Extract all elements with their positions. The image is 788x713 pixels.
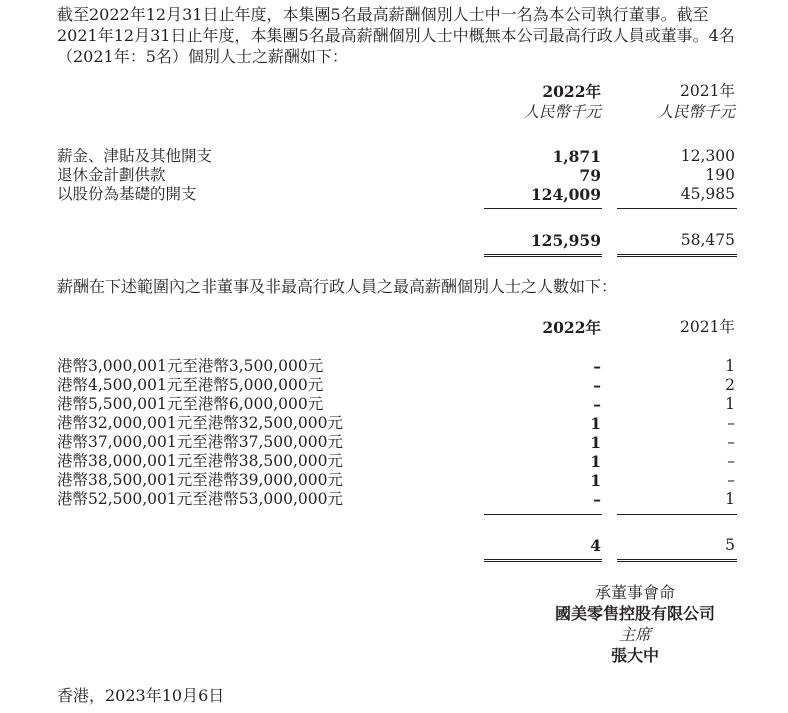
t1-row-value-2021: 190: [705, 166, 735, 184]
t2-row-value-2022: 1: [590, 414, 601, 433]
t2-row-label: 港幣38,500,001元至港幣39,000,000元: [57, 471, 343, 489]
t1-row-label: 以股份為基礎的開支: [57, 185, 197, 203]
t1-row-value-2021: 45,985: [680, 185, 735, 203]
t2-subtotal-rule-2021: [617, 514, 737, 515]
t2-row-label: 港幣32,000,001元至港幣32,500,000元: [57, 414, 343, 432]
t2-row-value-2021: 2: [725, 376, 735, 394]
t2-row-label: 港幣52,500,001元至港幣53,000,000元: [57, 490, 343, 508]
t2-row-label: 港幣38,000,001元至港幣38,500,000元: [57, 452, 343, 470]
t2-row-value-2022: 1: [590, 433, 601, 452]
t2-row-value-2021: 1: [725, 357, 735, 375]
t1-header-2021-year: 2021年: [680, 82, 735, 100]
t2-total-double-rule-2021: [617, 559, 737, 562]
t1-row-value-2022: 79: [579, 166, 601, 185]
t1-row-value-2022: 1,871: [552, 147, 601, 166]
t2-total-2021: 5: [725, 536, 735, 554]
t2-subtotal-rule-2022: [484, 514, 602, 515]
t1-row-label: 薪金、津貼及其他開支: [57, 147, 213, 165]
t1-row-label: 退休金計劃供款: [57, 166, 166, 184]
t1-total-double-rule-2021: [617, 254, 737, 257]
t2-row-value-2022: –: [593, 357, 601, 376]
t1-row-value-2021: 12,300: [680, 147, 735, 165]
t1-total-2022: 125,959: [530, 231, 601, 250]
t2-row-value-2022: –: [593, 490, 601, 509]
t1-total-2021: 58,475: [680, 231, 735, 249]
signature-by-order: 承董事會命: [594, 583, 675, 602]
t1-row-value-2022: 124,009: [530, 185, 601, 204]
t2-row-value-2021: –: [727, 471, 735, 489]
t2-row-label: 港幣5,500,001元至港幣6,000,000元: [57, 395, 324, 413]
t1-subtotal-rule-2022: [484, 208, 602, 209]
t1-subtotal-rule-2021: [617, 208, 737, 209]
signature-name: 張大中: [610, 646, 659, 665]
t2-total-2022: 4: [590, 536, 601, 555]
t2-row-value-2022: 1: [590, 471, 601, 490]
t2-row-value-2021: –: [727, 433, 735, 451]
t2-row-value-2021: –: [727, 414, 735, 432]
t2-row-label: 港幣3,000,001元至港幣3,500,000元: [57, 357, 324, 375]
t2-row-value-2021: 1: [725, 490, 735, 508]
footer-place-date: 香港，2023年10月6日: [57, 686, 225, 705]
t2-header-2022: 2022年: [542, 318, 601, 337]
signature-company: 國美零售控股有限公司: [554, 604, 715, 623]
t2-total-double-rule-2022: [484, 559, 602, 562]
t1-header-2021-unit: 人民幣千元: [657, 103, 735, 121]
t2-row-value-2021: –: [727, 452, 735, 470]
intro-paragraph: 截至2022年12月31日止年度，本集團5名最高薪酬個別人士中一名為本公司執行董事。截至2021年12月31日止年度，本集團5名最高薪酬個別人士中概無本公司最高行政人員或董事。4名（2021年：5名）個別人士之薪酬如下：: [57, 5, 735, 66]
t2-header-2021: 2021年: [680, 318, 735, 336]
t2-row-label: 港幣4,500,001元至港幣5,000,000元: [57, 376, 324, 394]
signature-title: 主席: [618, 625, 651, 644]
band-paragraph: 薪酬在下述範圍內之非董事及非最高行政人員之最高薪酬個別人士之人數如下：: [57, 277, 618, 296]
t1-total-double-rule-2022: [484, 254, 602, 257]
t2-row-label: 港幣37,000,001元至港幣37,500,000元: [57, 433, 343, 451]
t1-header-2022-unit: 人民幣千元: [523, 103, 601, 121]
t2-row-value-2021: 1: [725, 395, 735, 413]
t2-row-value-2022: 1: [590, 452, 601, 471]
t2-row-value-2022: –: [593, 376, 601, 395]
t1-header-2022-year: 2022年: [542, 82, 601, 101]
t2-row-value-2022: –: [593, 395, 601, 414]
